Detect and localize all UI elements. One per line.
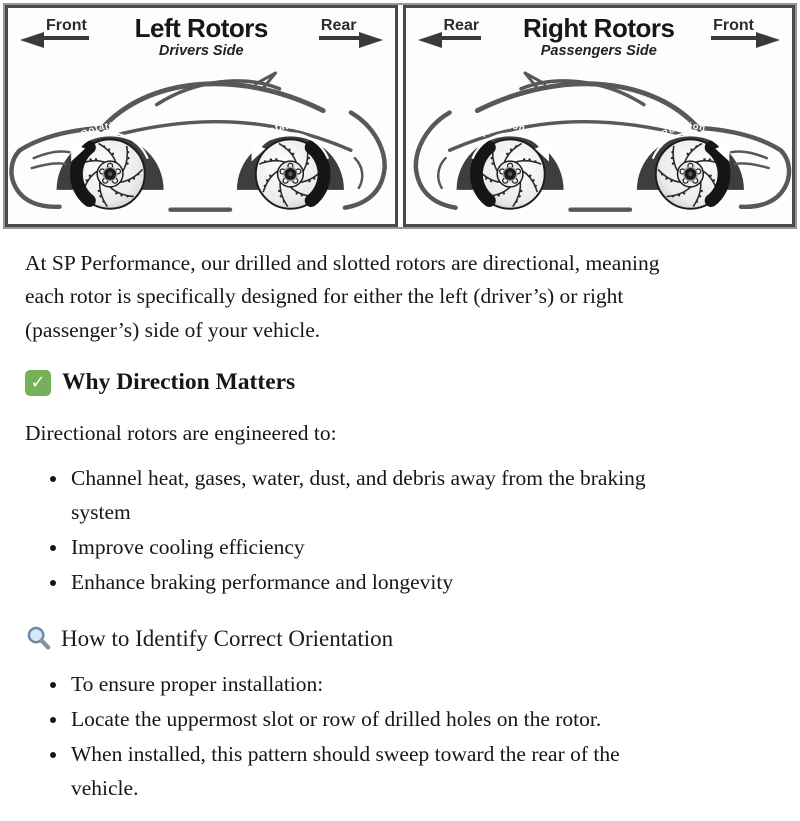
right-arrow-icon [359,32,383,48]
direction-label: Rear [442,18,482,40]
left-arrow-icon [418,32,442,48]
front-direction-indicator [20,18,89,40]
panel-subtitle: Passengers Side [540,43,657,60]
list-item: • Channel heat, gases, water, dust, and debris away from the braking system [69,462,677,530]
panel-subtitle: Drivers Side [158,43,244,60]
right-rotors-panel [403,5,796,227]
direction-label: Front [44,18,89,40]
article-body [0,247,800,821]
svg-text:Rotation: Rotation [78,119,127,140]
benefits-list [25,462,775,600]
section-heading-why-direction-matters [25,369,775,396]
list-item: • Enhance braking performance and longevity [69,566,677,600]
list-item: • Improve cooling efficiency [69,531,677,565]
heading-text: How to Identify Correct Orientation [61,625,394,651]
left-car-rotor-illustration [8,65,395,224]
right-car-rotor-illustration [406,65,793,224]
panel-title: Right Rotors [523,13,675,43]
left-arrow-icon [20,32,44,48]
heading-text: Why Direction Matters [62,369,296,396]
right-panel-header [406,8,793,65]
intro-paragraph: At SP Performance, our drilled and slotted rotors are directional, meaning each rotor is specifically designed for either the left (driver’s) or right (passenger’s) side of your vehicle. [25,250,660,342]
svg-text:Rotation: Rotation [259,119,308,140]
magnifying-glass-icon [25,625,52,652]
orientation-steps-list [25,668,775,806]
page [0,3,800,821]
rear-direction-indicator [418,18,482,40]
left-rotors-panel [5,5,398,227]
direction-label: Front [711,18,756,40]
rotor-direction-diagram [3,3,797,229]
list-item: • When installed, this pattern should sweep toward the rear of the vehicle. [69,738,677,806]
list-item: • Locate the uppermost slot or row of drilled holes on the rotor. [69,703,677,737]
list-item: • To ensure proper installation: [69,668,677,702]
right-arrow-icon [756,32,780,48]
section-heading-identify-orientation [25,625,775,652]
panel-title: Left Rotors [134,13,268,43]
front-direction-indicator [711,18,780,40]
svg-text:Rotation: Rotation [478,119,527,140]
direction-label: Rear [319,18,359,40]
svg-text:Rotation: Rotation [658,119,707,140]
left-panel-header [8,8,395,65]
check-mark-icon: ✓ [25,370,51,396]
rear-direction-indicator [319,18,383,40]
section1-lead: Directional rotors are engineered to: [25,421,337,446]
